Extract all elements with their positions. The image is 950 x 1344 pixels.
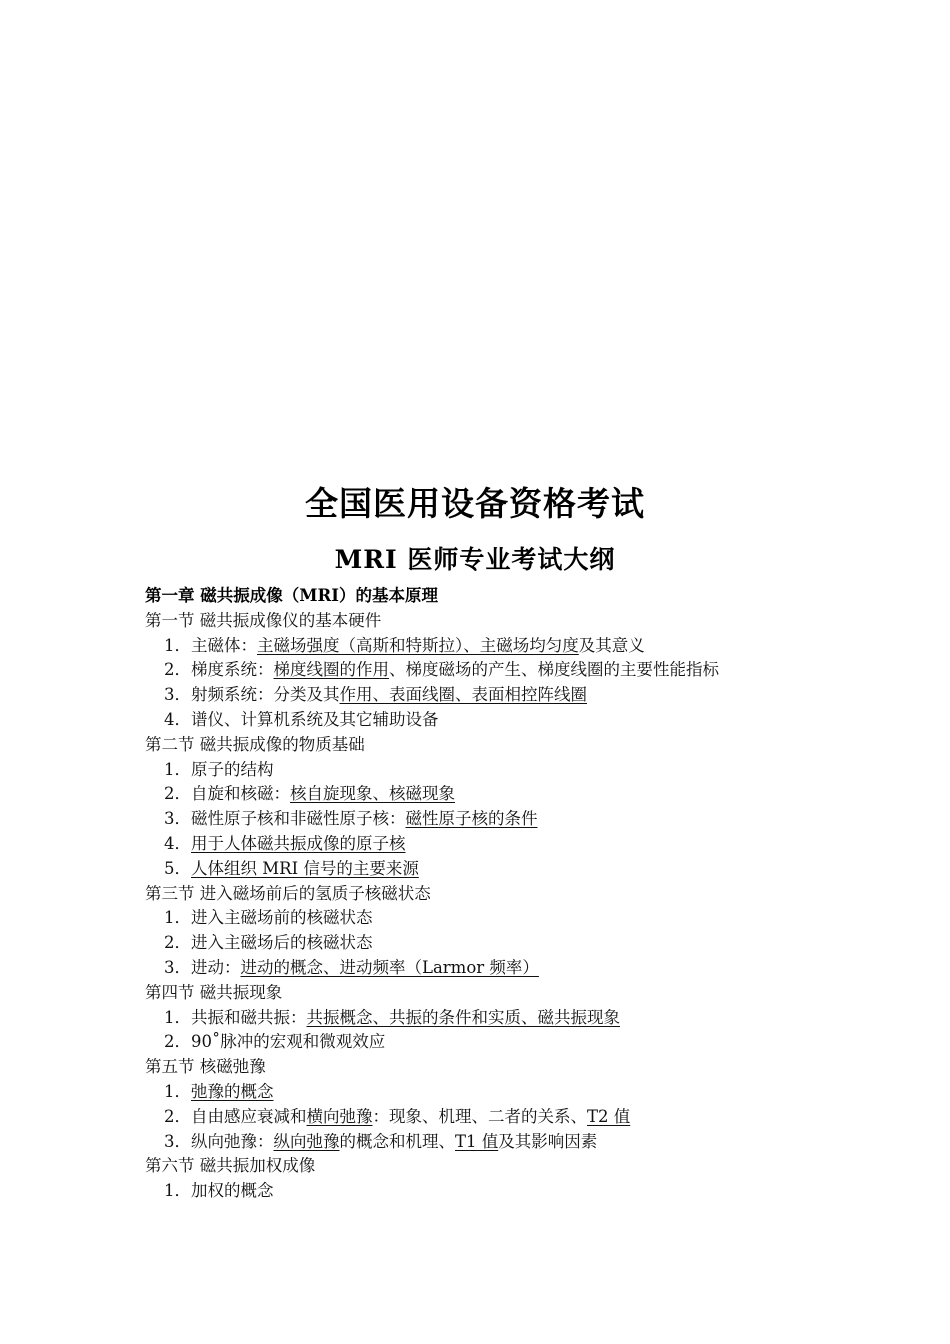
item-number: 1． (164, 759, 191, 779)
item-text: 进动： (191, 957, 241, 977)
item-key-point: 梯度线圈的作用 (273, 660, 389, 680)
item-text: 共振和磁共振： (191, 1007, 307, 1027)
item-key-point: T1 值 (455, 1131, 499, 1151)
item-number: 1． (164, 1007, 191, 1027)
list-item (145, 1080, 905, 1105)
item-text: 进入主磁场后的核磁状态 (191, 933, 373, 953)
item-number: 1． (164, 1181, 191, 1201)
item-number: 3． (164, 957, 191, 977)
list-item (145, 708, 905, 733)
list-item (145, 1006, 905, 1031)
item-text: 及其意义 (578, 635, 645, 655)
list-item (145, 758, 905, 783)
list-item (145, 634, 905, 659)
item-key-point: 纵向弛豫 (273, 1131, 340, 1151)
item-number: 2． (164, 933, 191, 953)
item-number: 4． (164, 709, 191, 729)
section-heading: 第五节 核磁弛豫 (145, 1057, 266, 1077)
list-item (145, 906, 905, 931)
item-key-point: 弛豫的概念 (191, 1081, 274, 1101)
page-title: 全国医用设备资格考试 (305, 484, 645, 523)
item-number: 4． (164, 833, 191, 853)
item-key-point: T2 值 (587, 1106, 631, 1126)
list-item (145, 857, 905, 882)
list-item (145, 931, 905, 956)
item-text: 射频系统：分类及其 (191, 685, 340, 705)
list-item (145, 832, 905, 857)
item-number: 3． (164, 809, 191, 829)
item-text: 的概念和机理、 (339, 1131, 455, 1151)
item-text: 自旋和核磁： (191, 784, 290, 804)
item-number: 1． (164, 1081, 191, 1101)
list-item (145, 1030, 905, 1055)
item-number: 3． (164, 685, 191, 705)
chapter-heading: 第一章 磁共振成像（MRI）的基本原理 (145, 586, 438, 605)
item-number: 3． (164, 1131, 191, 1151)
item-key-point: 用于人体磁共振成像的原子核 (191, 833, 406, 853)
item-number: 2． (164, 1032, 191, 1052)
list-item (145, 807, 905, 832)
item-key-point: 核自旋现象、核磁现象 (290, 784, 455, 804)
item-number: 5． (164, 858, 191, 878)
section-heading: 第三节 进入磁场前后的氢质子核磁状态 (145, 883, 431, 903)
item-key-point: 横向弛豫 (306, 1106, 373, 1126)
item-key-point: 共振概念、共振的条件和实质、磁共振现象 (306, 1007, 620, 1027)
item-key-point: 作用、表面线圈、表面相控阵线圈 (339, 685, 587, 705)
item-text: 自由感应衰减和 (191, 1106, 307, 1126)
list-item (145, 658, 905, 683)
item-text: 纵向弛豫： (191, 1131, 274, 1151)
item-key-point: 磁性原子核的条件 (405, 809, 538, 829)
item-text: 加权的概念 (191, 1181, 274, 1201)
item-text: 磁性原子核和非磁性原子核： (191, 809, 406, 829)
item-key-point: 主磁场强度（高斯和特斯拉）、主磁场均匀度 (257, 635, 579, 655)
list-item (145, 683, 905, 708)
syllabus-outline (145, 584, 905, 1204)
list-item (145, 782, 905, 807)
item-key-point: 进动的概念、进动频率（Larmor 频率） (240, 957, 539, 977)
item-text: ：现象、机理、二者的关系、 (372, 1106, 587, 1126)
section-heading: 第六节 磁共振加权成像 (145, 1156, 316, 1176)
item-text: 、梯度磁场的产生、梯度线圈的主要性能指标 (389, 660, 719, 680)
list-item (145, 1179, 905, 1204)
item-text: 谱仪、计算机系统及其它辅助设备 (191, 709, 439, 729)
item-text: 及其影响因素 (498, 1131, 598, 1151)
list-item (145, 1130, 905, 1155)
page-subtitle: MRI 医师专业考试大纲 (334, 545, 616, 574)
list-item (145, 1105, 905, 1130)
section-heading: 第二节 磁共振成像的物质基础 (145, 734, 365, 754)
section-heading: 第一节 磁共振成像仪的基本硬件 (145, 610, 382, 630)
item-number: 1． (164, 908, 191, 928)
section-heading: 第四节 磁共振现象 (145, 982, 283, 1002)
item-text: 进入主磁场前的核磁状态 (191, 908, 373, 928)
item-number: 1． (164, 635, 191, 655)
item-number: 2． (164, 784, 191, 804)
list-item (145, 956, 905, 981)
item-number: 2． (164, 660, 191, 680)
item-text: 梯度系统： (191, 660, 274, 680)
item-text: 90˚脉冲的宏观和微观效应 (191, 1032, 386, 1052)
item-text: 原子的结构 (191, 759, 274, 779)
item-number: 2． (164, 1106, 191, 1126)
item-text: 主磁体： (191, 635, 257, 655)
item-key-point: 人体组织 MRI 信号的主要来源 (191, 858, 419, 878)
